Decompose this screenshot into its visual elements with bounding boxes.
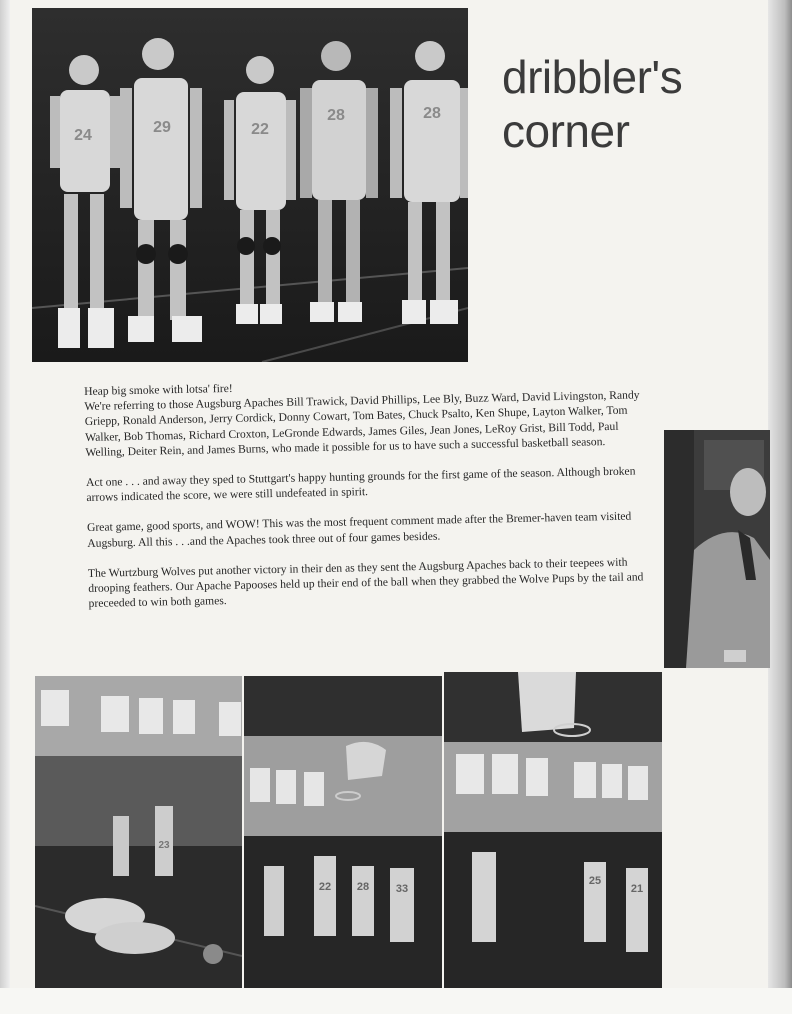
title-line-2: corner bbox=[502, 105, 630, 157]
game-photo-1-drawing bbox=[35, 676, 242, 988]
team-photo-drawing bbox=[32, 8, 468, 362]
title-line-1: dribbler's bbox=[502, 51, 683, 103]
game-photo-3 bbox=[444, 672, 662, 988]
game3-jersey-number-1: 25 bbox=[588, 875, 602, 887]
paragraph-3: Great game, good sports, and WOW! This was the most frequent comment made after the Bremer-haven team visited Augsburg. All this . . .and the Apaches took three out of four games besides. bbox=[86, 509, 632, 550]
jersey-number-5: 28 bbox=[423, 105, 441, 122]
coach-photo bbox=[664, 430, 770, 668]
game-photo-2-drawing bbox=[244, 676, 442, 988]
page-edge-right bbox=[768, 0, 792, 1014]
jersey-number-2: 29 bbox=[153, 119, 171, 136]
game1-jersey-number: 23 bbox=[158, 840, 170, 851]
game3-jersey-number-2: 21 bbox=[630, 883, 644, 895]
jersey-number-1: 24 bbox=[74, 127, 92, 144]
page-edge-left bbox=[0, 0, 10, 1014]
coach-photo-drawing bbox=[664, 430, 770, 668]
jersey-number-4: 28 bbox=[327, 107, 345, 124]
game2-jersey-number-3: 33 bbox=[395, 883, 409, 895]
paragraph-2: Act one . . . and away they sped to Stuttgart's happy hunting grounds for the first game of the season. Although broken arrows indicated the score, we were still undefeated in spirit. bbox=[85, 464, 636, 505]
paragraph-1: Heap big smoke with lotsa' fire! We're referring to those Augsburg Apaches Bill Trawick, David Phillips, Lee Bly, Buzz Ward, David Livingston, Randy Griepp, Ronald Anderson, Jerry Cordick, Donny Cowart, Tom Bates, Chuck Psalto, Ken Shupe, Layton Walker, Tom Walker, Bob Thomas, Richard Croxton, LeGronde Edwards, James Giles, Jean Jones, LeRoy Grist, Bill Todd, Paul Welling, Deiter Rein, and James Burns, who made it possible for us to have such a successful basketball season. bbox=[84, 381, 640, 459]
page-title bbox=[502, 50, 682, 158]
game2-jersey-number-1: 22 bbox=[318, 881, 332, 893]
game-photo-3-drawing bbox=[444, 672, 662, 988]
paragraph-4: The Wurtzburg Wolves put another victory in their den as they sent the Augsburg Apaches back to their teepees with drooping feathers. Our Apache Papooses held up their end of the ball when they grabbed the Wolve Pups by the tail and preceeded to win both games. bbox=[87, 555, 644, 611]
page-bottom-margin bbox=[0, 988, 792, 1014]
jersey-number-3: 22 bbox=[251, 121, 269, 138]
team-photo bbox=[32, 8, 468, 362]
article-body bbox=[84, 372, 645, 626]
game2-jersey-number-2: 28 bbox=[356, 881, 370, 893]
game-photo-2 bbox=[244, 676, 442, 988]
game-photo-1 bbox=[35, 676, 242, 988]
